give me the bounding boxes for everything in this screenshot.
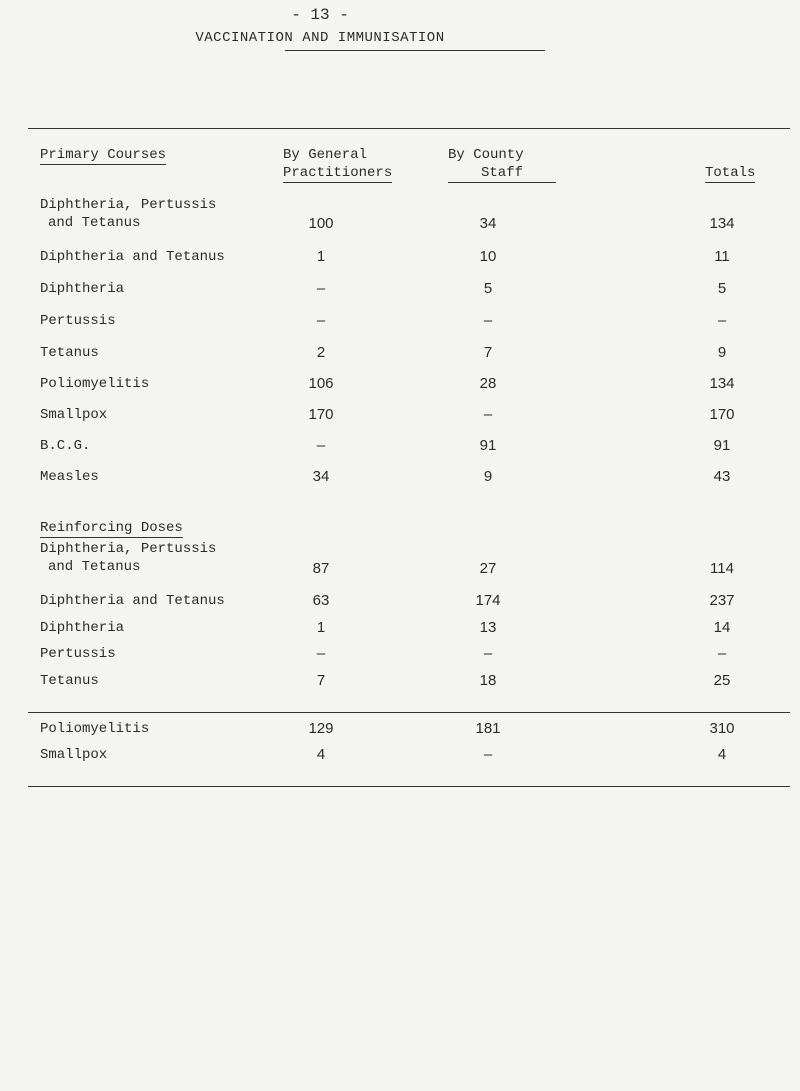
row-label: Pertussis xyxy=(40,646,116,662)
table-row xyxy=(0,720,800,740)
page-number: - 13 - xyxy=(291,6,349,24)
end-rule xyxy=(28,786,790,787)
gp-value: 1 xyxy=(316,248,326,265)
page-title: VACCINATION AND IMMUNISATION xyxy=(195,30,445,46)
total-value: 310 xyxy=(709,720,735,737)
cs-value: 10 xyxy=(479,248,497,265)
cs-value: – xyxy=(483,645,493,662)
row-label: Smallpox xyxy=(40,407,108,423)
gp-value: 4 xyxy=(316,746,326,763)
row-label: B.C.G. xyxy=(40,438,91,454)
table-row xyxy=(0,248,800,268)
top-rule xyxy=(28,128,790,129)
gp-value: 2 xyxy=(316,344,326,361)
cs-value: 181 xyxy=(475,720,501,737)
gp-header-line2: Practitioners xyxy=(283,165,393,181)
table-row xyxy=(0,280,800,300)
title-underline xyxy=(285,50,545,51)
total-value: – xyxy=(717,312,727,329)
gp-value: – xyxy=(316,437,326,454)
row-label: Measles xyxy=(40,469,99,485)
total-value: 134 xyxy=(709,215,735,232)
cs-value: 27 xyxy=(479,560,497,577)
gp-value: 63 xyxy=(312,592,330,609)
totals-header: Totals xyxy=(705,165,756,181)
table-row xyxy=(0,592,800,612)
total-value: 170 xyxy=(709,406,735,423)
gp-value: 129 xyxy=(308,720,334,737)
total-value: 4 xyxy=(717,746,727,763)
gp-value: – xyxy=(316,280,326,297)
row-label: Tetanus xyxy=(40,673,99,689)
cs-value: – xyxy=(483,406,493,423)
row-label: Diphtheria and Tetanus xyxy=(40,249,225,265)
gp-value: 34 xyxy=(312,468,330,485)
total-value: 91 xyxy=(713,437,731,454)
cs-value: 174 xyxy=(475,592,501,609)
total-value: 25 xyxy=(713,672,731,689)
table-row xyxy=(0,375,800,395)
row-label: Diphtheria and Tetanus xyxy=(40,593,225,609)
gp-value: 100 xyxy=(308,215,334,232)
table-row xyxy=(0,672,800,692)
gp-header-line1: By General xyxy=(283,147,368,163)
total-value: 11 xyxy=(714,248,730,265)
cs-value: – xyxy=(483,312,493,329)
gp-value: 170 xyxy=(308,406,334,423)
total-value: 14 xyxy=(713,619,731,636)
row-label: Poliomyelitis xyxy=(40,376,150,392)
gp-value: – xyxy=(316,312,326,329)
gp-value: 1 xyxy=(316,619,326,636)
row-label: Diphtheria xyxy=(40,620,125,636)
table-row xyxy=(0,540,800,577)
table-row xyxy=(0,196,800,232)
row-label: Smallpox xyxy=(40,747,108,763)
table-row xyxy=(0,344,800,364)
gp-value: – xyxy=(316,645,326,662)
table-row xyxy=(0,312,800,332)
gp-value: 87 xyxy=(312,560,330,577)
cs-value: 7 xyxy=(483,344,493,361)
total-value: 134 xyxy=(709,375,735,392)
row-label: Diphtheria, Pertussis and Tetanus xyxy=(40,197,217,231)
cs-value: 18 xyxy=(479,672,497,689)
cs-value: 91 xyxy=(479,437,497,454)
total-value: 9 xyxy=(717,344,727,361)
total-value: 5 xyxy=(717,280,727,297)
table-row xyxy=(0,468,800,488)
row-label: Poliomyelitis xyxy=(40,721,150,737)
row-label: Pertussis xyxy=(40,313,116,329)
row-label: Diphtheria xyxy=(40,281,125,297)
cs-value: 9 xyxy=(483,468,493,485)
row-label: Tetanus xyxy=(40,345,99,361)
table-row xyxy=(0,645,800,665)
cs-value: – xyxy=(483,746,493,763)
row-label: Diphtheria, Pertussis and Tetanus xyxy=(40,541,217,575)
reinforcing-doses-heading: Reinforcing Doses xyxy=(40,520,183,536)
bottom-rule xyxy=(28,712,790,713)
total-value: 43 xyxy=(713,468,731,485)
total-value: 237 xyxy=(709,592,735,609)
gp-value: 7 xyxy=(316,672,326,689)
cs-value: 34 xyxy=(479,215,497,232)
table-row xyxy=(0,406,800,426)
total-value: – xyxy=(717,645,727,662)
cs-value: 13 xyxy=(479,619,497,636)
cs-header-line2: Staff xyxy=(448,164,556,183)
table-row xyxy=(0,437,800,457)
total-value: 114 xyxy=(710,560,734,577)
table-row xyxy=(0,746,800,766)
table-row xyxy=(0,619,800,639)
gp-value: 106 xyxy=(308,375,334,392)
cs-header-line1: By County xyxy=(448,147,524,163)
cs-value: 28 xyxy=(479,375,497,392)
primary-courses-heading: Primary Courses xyxy=(40,147,167,163)
cs-value: 5 xyxy=(483,280,493,297)
